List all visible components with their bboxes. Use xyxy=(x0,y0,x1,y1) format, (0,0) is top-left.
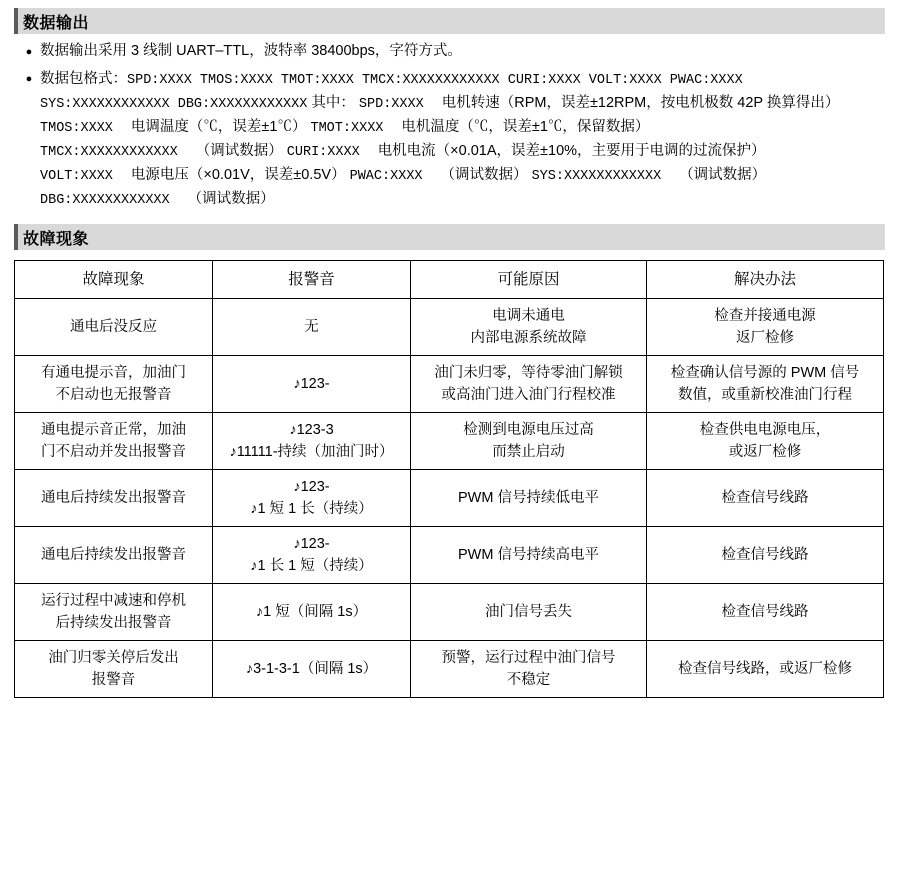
bullet-icon xyxy=(18,41,40,62)
packet-format-code-1: SPD:XXXX TMOS:XXXX TMOT:XXXX TMCX:XXXXXXXXXXXX CURI:XXXX VOLT:XXXX PWAC:XXXX xyxy=(127,73,743,88)
field-desc: （调试数据） xyxy=(195,143,283,159)
section-accent-bar xyxy=(14,224,18,250)
fault-table xyxy=(14,260,884,698)
field-row xyxy=(532,167,767,183)
cell-phenomenon: 有通电提示音，加油门 不启动也无报警音 xyxy=(15,356,213,413)
packet-format-line-2 xyxy=(40,95,307,111)
cell-phenomenon: 通电后持续发出报警音 xyxy=(15,527,213,584)
data-output-body xyxy=(14,41,885,212)
cell-alarm: ♪1 短（间隔 1s） xyxy=(213,584,411,641)
cell-cause: 预警，运行过程中油门信号 不稳定 xyxy=(411,641,647,698)
cell-solution: 检查信号线路，或返厂检修 xyxy=(647,641,884,698)
field-row xyxy=(287,143,766,159)
field-desc: 电调温度（℃，误差±1℃） xyxy=(130,119,307,135)
among-label: 其中： xyxy=(311,95,355,111)
field-code: CURI:XXXX xyxy=(286,145,360,160)
packet-format-code-2: SYS:XXXXXXXXXXXX DBG:XXXXXXXXXXXX xyxy=(40,97,308,112)
cell-alarm: ♪123-3 ♪11111-持续（加油门时） xyxy=(213,413,411,470)
cell-cause: 电调未通电 内部电源系统故障 xyxy=(411,299,647,356)
table-header-row xyxy=(15,261,884,299)
data-output-bullet-2 xyxy=(40,68,885,212)
cell-cause: 油门未归零，等待零油门解锁 或高油门进入油门行程校准 xyxy=(411,356,647,413)
table-row xyxy=(15,299,884,356)
field-row xyxy=(40,191,275,207)
table-row xyxy=(15,356,884,413)
field-code: TMOS:XXXX xyxy=(40,121,113,136)
table-row xyxy=(15,641,884,698)
section-header-data-output xyxy=(14,8,885,34)
field-desc: 电机电流（×0.01A，误差±10%，主要用于电调的过流保护） xyxy=(377,143,766,159)
cell-phenomenon: 通电提示音正常，加油 门不启动并发出报警音 xyxy=(15,413,213,470)
packet-format-label: 数据包格式： xyxy=(40,71,127,87)
section-title: 数据输出 xyxy=(23,15,90,32)
cell-alarm: ♪123- xyxy=(213,356,411,413)
cell-alarm: ♪123- ♪1 长 1 短（持续） xyxy=(213,527,411,584)
list-item xyxy=(18,68,885,212)
section-title: 故障现象 xyxy=(23,231,90,248)
field-desc: 电机温度（℃，误差±1℃，保留数据） xyxy=(401,119,650,135)
field-desc: 电源电压（×0.01V，误差±0.5V） xyxy=(130,167,346,183)
field-desc: （调试数据） xyxy=(187,191,275,207)
table-row xyxy=(15,527,884,584)
cell-alarm: ♪123- ♪1 短 1 长（持续） xyxy=(213,470,411,527)
cell-phenomenon: 通电后没反应 xyxy=(15,299,213,356)
field-code: VOLT:XXXX xyxy=(40,169,113,184)
field-code: SYS:XXXXXXXXXXXX xyxy=(531,169,662,184)
column-header-cause: 可能原因 xyxy=(411,261,647,299)
field-row xyxy=(40,143,283,159)
field-code: TMCX:XXXXXXXXXXXX xyxy=(40,145,178,160)
field-code: DBG:XXXXXXXXXXXX xyxy=(40,193,170,208)
section-accent-bar xyxy=(14,8,18,34)
cell-cause: 油门信号丢失 xyxy=(411,584,647,641)
cell-cause: 检测到电源电压过高 而禁止启动 xyxy=(411,413,647,470)
cell-solution: 检查信号线路 xyxy=(647,584,884,641)
cell-solution: 检查信号线路 xyxy=(647,470,884,527)
column-header-solution: 解决办法 xyxy=(647,261,884,299)
packet-format-line-1 xyxy=(40,71,743,87)
cell-alarm: 无 xyxy=(213,299,411,356)
cell-cause: PWM 信号持续高电平 xyxy=(411,527,647,584)
table-row xyxy=(15,584,884,641)
cell-cause: PWM 信号持续低电平 xyxy=(411,470,647,527)
field-row xyxy=(350,167,528,183)
table-row xyxy=(15,470,884,527)
field-row xyxy=(40,167,346,183)
field-row xyxy=(359,95,839,111)
cell-solution: 检查信号线路 xyxy=(647,527,884,584)
column-header-alarm: 报警音 xyxy=(213,261,411,299)
table-row xyxy=(15,413,884,470)
field-desc: 电机转速（RPM，误差±12RPM，按电机极数 42P 换算得出） xyxy=(441,95,840,111)
cell-solution: 检查供电电源电压， 或返厂检修 xyxy=(647,413,884,470)
section-header-fault xyxy=(14,224,885,250)
cell-alarm: ♪3-1-3-1（间隔 1s） xyxy=(213,641,411,698)
field-row xyxy=(310,119,649,135)
cell-phenomenon: 运行过程中减速和停机 后持续发出报警音 xyxy=(15,584,213,641)
bullet-icon xyxy=(18,68,40,89)
column-header-phenomenon: 故障现象 xyxy=(15,261,213,299)
field-desc: （调试数据） xyxy=(679,167,767,183)
cell-solution: 检查并接通电源 返厂检修 xyxy=(647,299,884,356)
field-desc: （调试数据） xyxy=(440,167,528,183)
cell-phenomenon: 油门归零关停后发出 报警音 xyxy=(15,641,213,698)
field-code: TMOT:XXXX xyxy=(310,121,384,136)
list-item xyxy=(18,41,885,62)
cell-solution: 检查确认信号源的 PWM 信号 数值，或重新校准油门行程 xyxy=(647,356,884,413)
document-page xyxy=(0,8,899,874)
cell-phenomenon: 通电后持续发出报警音 xyxy=(15,470,213,527)
field-code: PWAC:XXXX xyxy=(349,169,423,184)
field-code: SPD:XXXX xyxy=(358,97,424,112)
field-row xyxy=(40,119,306,135)
data-output-bullet-1: 数据输出采用 3 线制 UART–TTL，波特率 38400bps，字符方式。 xyxy=(40,43,462,59)
